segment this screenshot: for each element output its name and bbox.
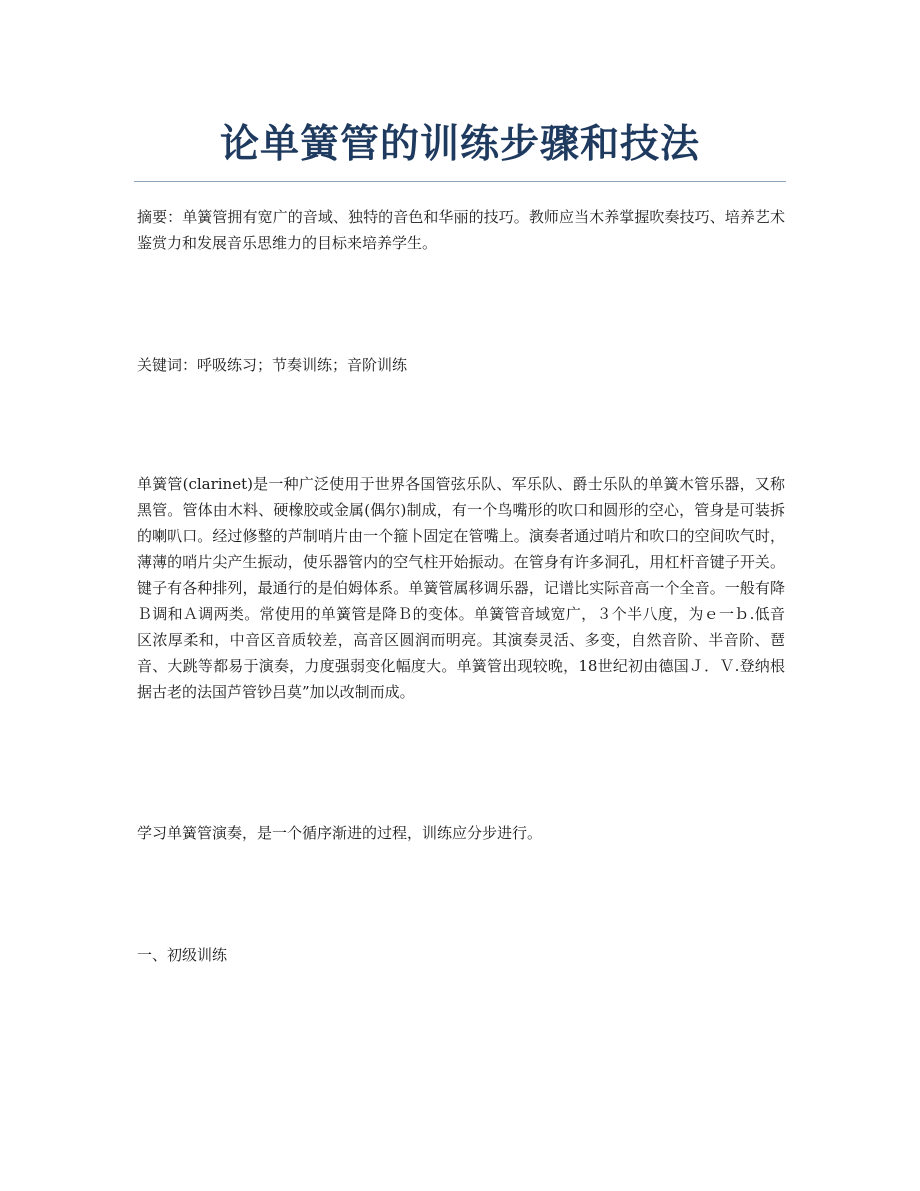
abstract-paragraph: 摘要：单簧管拥有宽广的音域、独特的音色和华丽的技巧。教师应当木养掌握吹奏技巧、培养艺术鉴赏力和发展音乐思维力的目标来培养学生。 bbox=[137, 208, 785, 252]
document-title: 论单簧管的训练步骤和技法 bbox=[219, 122, 700, 167]
title-divider bbox=[134, 181, 786, 182]
section-heading-basic-training: 一、初级训练 bbox=[137, 946, 228, 964]
body-paragraph-learning-process: 学习单簧管演奏，是一个循序渐进的过程，训练应分步进行。 bbox=[137, 824, 543, 842]
body-paragraph-clarinet-intro: 单簧管(clarinet)是一种广泛使用于世界各国管弦乐队、军乐队、爵士乐队的单簧木管乐器，又称黑管。管体由木料、硬橡胶或金属(偶尔)制成，有一个鸟嘴形的吹口和圆形的空心，管身是可装拆的喇叭口。经过修整的芦制哨片由一个箍卜固定在管嘴上。演奏者通过哨片和吹口的空间吹气时，薄薄的哨片尖产生振动，使乐器管内的空气柱开始振动。在管身有许多洞孔，用杠杆音键子开关。键子有各种排列，最通行的是伯姆体系。单簧管属移调乐器，记谱比实际音高一个全音。一般有降Ｂ调和Ａ调两类。常使用的单簧管是降Ｂ的变体。单簧管音域宽广，３个半八度，为ｅ一ｂ.低音区浓厚柔和，中音区音质较差，高音区圆润而明亮。其演奏灵活、多变，自然音阶、半音阶、琶音、大跳等都易于演奏，力度强弱变化幅度大。单簧管出现较晚，18世纪初由德国Ｊ．Ｖ.登纳根据古老的法国芦管钞吕莫”加以改制而成。 bbox=[137, 475, 785, 701]
keywords-line: 关键词：呼吸练习；节奏训练；音阶训练 bbox=[137, 356, 408, 374]
